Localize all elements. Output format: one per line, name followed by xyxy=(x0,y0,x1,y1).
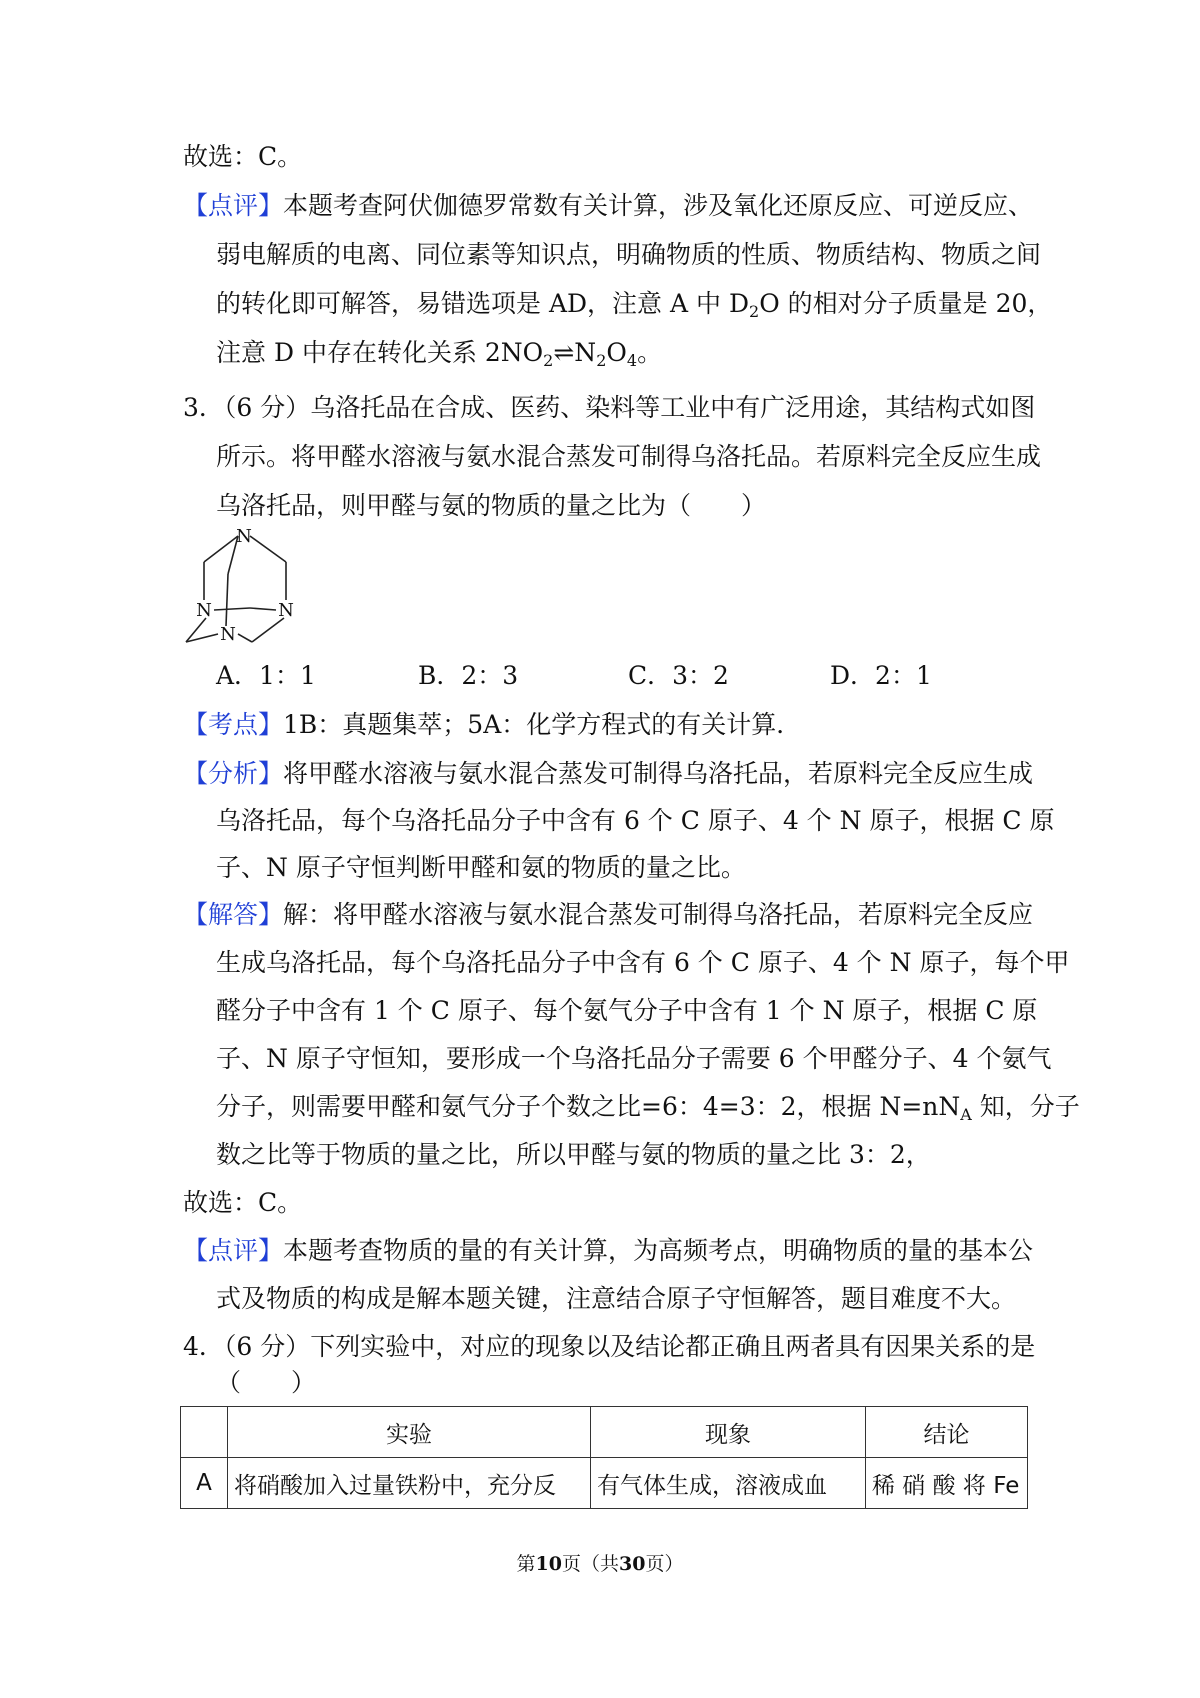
text-line: 生成乌洛托品，每个乌洛托品分子中含有 6 个 C 原子、4 个 N 原子，每个甲 xyxy=(216,948,1070,977)
text-line: 数之比等于物质的量之比，所以甲醛与氨的物质的量之比 3：2， xyxy=(216,1140,931,1169)
table-header-cell: 结论 xyxy=(866,1407,1028,1458)
text-line: 注意 D 中存在转化关系 $2NO_2\rightleftharpoons N_2O_4$。 xyxy=(216,338,663,370)
text-line: 弱电解质的电离、同位素等知识点，明确物质的性质、物质结构、物质之间 xyxy=(216,240,1042,269)
option-d: D．2：1 xyxy=(830,661,932,690)
answer-line: 故选：C。 xyxy=(183,1188,303,1217)
table-header-cell xyxy=(181,1407,228,1458)
hexamine-structure-figure xyxy=(180,522,310,647)
experiment-table xyxy=(180,1406,1028,1509)
table-header-cell: 实验 xyxy=(228,1407,591,1458)
table-cell: 有气体生成，溶液成血 xyxy=(591,1458,866,1509)
page-number: 10 xyxy=(535,1553,562,1575)
comment-line: 【点评】本题考查阿伏伽德罗常数有关计算，涉及氧化还原反应、可逆反应、 xyxy=(183,191,1034,220)
option-c: C．3：2 xyxy=(628,661,729,690)
text-line: 式及物质的构成是解本题关键，注意结合原子守恒解答，题目难度不大。 xyxy=(216,1284,1017,1313)
atom-n-bottom: N xyxy=(220,624,236,645)
question-4-stem: 4．（6 分）下列实验中，对应的现象以及结论都正确且两者具有因果关系的是 xyxy=(183,1332,1036,1361)
analysis-tag: 【分析】 xyxy=(183,759,284,788)
table-cell: 将硝酸加入过量铁粉中，充分反 xyxy=(228,1458,591,1509)
table-cell: A xyxy=(181,1458,228,1509)
analysis-line: 【分析】将甲醛水溶液与氨水混合蒸发可制得乌洛托品，若原料完全反应生成 xyxy=(183,759,1034,788)
solution-line: 【解答】解：将甲醛水溶液与氨水混合蒸发可制得乌洛托品，若原料完全反应 xyxy=(183,900,1034,929)
option-a: A．1：1 xyxy=(216,661,316,690)
text-line: 子、N 原子守恒判断甲醛和氨的物质的量之比。 xyxy=(216,853,746,882)
option-b: B．2：3 xyxy=(418,661,519,690)
text-line: 乌洛托品，则甲醛与氨的物质的量之比为（ ） xyxy=(216,491,767,520)
comment-line: 【点评】本题考查物质的量的有关计算，为高频考点，明确物质的量的基本公 xyxy=(183,1236,1034,1265)
text-line: 乌洛托品，每个乌洛托品分子中含有 6 个 C 原子、4 个 N 原子，根据 C 原 xyxy=(216,806,1055,835)
solution-tag: 【解答】 xyxy=(183,900,284,929)
page-total: 30 xyxy=(619,1553,646,1575)
comment-tag: 【点评】 xyxy=(183,1236,284,1265)
key-point-line: 【考点】1B：真题集萃；5A：化学方程式的有关计算． xyxy=(183,710,802,739)
comment-tag: 【点评】 xyxy=(183,191,284,220)
text-line: 醛分子中含有 1 个 C 原子、每个氨气分子中含有 1 个 N 原子，根据 C 原 xyxy=(216,996,1038,1025)
table-header-row xyxy=(181,1407,1028,1458)
answer-line: 故选：C。 xyxy=(183,142,303,171)
atom-n-left: N xyxy=(196,600,212,621)
text-line: 的转化即可解答，易错选项是 AD，注意 A 中 $D_2O$ 的相对分子质量是 20， xyxy=(216,289,1053,321)
text-line: 分子，则需要甲醛和氨气分子个数之比=6：4=3：2，根据 $N=nN_A$ 知，分子 xyxy=(216,1092,1080,1124)
table-header-cell: 现象 xyxy=(591,1407,866,1458)
text-line: （ ） xyxy=(216,1368,317,1397)
question-3-stem: 3．（6 分）乌洛托品在合成、医药、染料等工业中有广泛用途，其结构式如图 xyxy=(183,393,1036,422)
atom-n-top: N xyxy=(236,526,252,547)
atom-n-right: N xyxy=(278,600,294,621)
text-line: 所示。将甲醛水溶液与氨水混合蒸发可制得乌洛托品。若原料完全反应生成 xyxy=(216,442,1042,471)
table-row xyxy=(181,1458,1028,1509)
page-footer: 第10页（共30页） xyxy=(516,1553,684,1575)
table-cell: 稀 硝 酸 将 Fe xyxy=(866,1458,1028,1509)
key-point-tag: 【考点】 xyxy=(183,710,284,739)
text-line: 子、N 原子守恒知，要形成一个乌洛托品分子需要 6 个甲醛分子、4 个氨气 xyxy=(216,1044,1052,1073)
